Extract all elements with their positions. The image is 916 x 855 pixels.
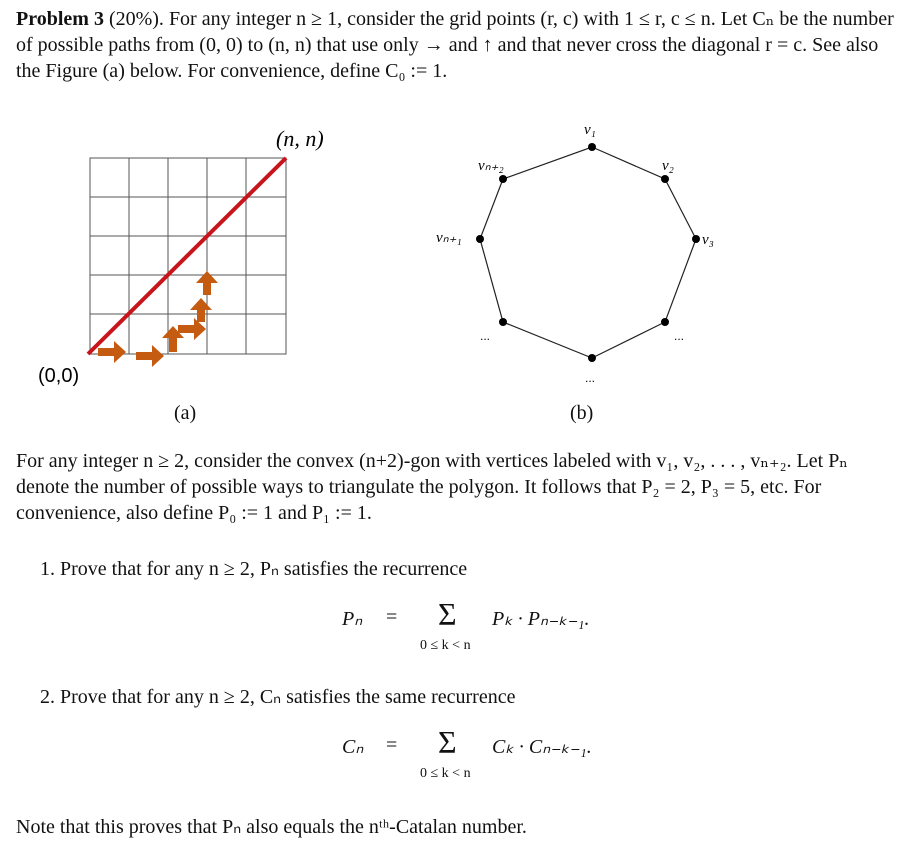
label-vn1: vₙ₊₁: [436, 230, 462, 246]
figure-a-caption: (a): [174, 402, 197, 424]
label-v2: v₂: [662, 158, 674, 174]
vertices: [476, 143, 700, 362]
label-v3: v₃: [702, 232, 714, 248]
item-2-text: 2. Prove that for any n ≥ 2, Cₙ satisfies the same recurrence: [40, 686, 516, 708]
label-vn2: vₙ₊₂: [478, 158, 504, 174]
problem-statement: [16, 6, 896, 84]
right-arrow-icon: [136, 345, 164, 367]
closing-note: Note that this proves that Pₙ also equals the nᵗʰ-Catalan number.: [16, 816, 527, 838]
item-2-rhs: Cₖ · Cₙ₋ₖ₋₁.: [492, 736, 592, 758]
problem-heading: Problem 3: [16, 8, 104, 30]
item-2-equals: =: [386, 734, 398, 756]
diagonal-line: [88, 158, 286, 354]
figure-b-caption: (b): [570, 402, 594, 424]
item-1-sum-icon: Σ: [438, 596, 457, 632]
item-2-sum-icon: Σ: [438, 724, 457, 760]
ellipsis-right: ...: [674, 329, 685, 343]
item-1-equals: =: [386, 606, 398, 628]
item-1-rhs: Pₖ · Pₙ₋ₖ₋₁.: [492, 608, 590, 630]
item-2-lhs: Cₙ: [342, 736, 364, 758]
figure-a-top-label: (n, n): [276, 126, 324, 151]
figure-a-origin-label: (0,0): [38, 365, 80, 387]
item-1-text: 1. Prove that for any n ≥ 2, Pₙ satisfies the recurrence: [40, 558, 468, 580]
right-arrow-icon: [98, 341, 126, 363]
figure-a: [30, 120, 350, 400]
problem-intro: For any integer n ≥ 1, consider the grid points (r, c) with 1 ≤ r, c ≤ n. Let Cₙ be the number of possible paths from (0, 0) to (n, n) that use only → and ↑ and that never cross the diagonal r = c. See also the Figure (a) below. For convenience, define C₀ := 1.: [16, 8, 894, 82]
problem-weight: (20%).: [108, 8, 164, 30]
label-v1: v₁: [584, 122, 596, 138]
item-1-lhs: Pₙ: [342, 608, 363, 630]
polygon-paragraph: For any integer n ≥ 2, consider the convex (n+2)-gon with vertices labeled with v₁, v₂, . . . , vₙ₊₂. Let Pₙ denote the number of possible ways to triangulate the polygon. It follows that P₂ = 2, P₃ = 5, etc. For convenience, also define P₀ := 1 and P₁ := 1.: [16, 450, 848, 524]
figure-b: [420, 120, 760, 400]
item-1-range: 0 ≤ k < n: [420, 638, 471, 653]
up-arrow-icon: [190, 298, 212, 322]
ellipsis-bottom: ...: [585, 371, 596, 385]
ellipsis-left: ...: [480, 329, 491, 343]
item-2-range: 0 ≤ k < n: [420, 766, 471, 781]
